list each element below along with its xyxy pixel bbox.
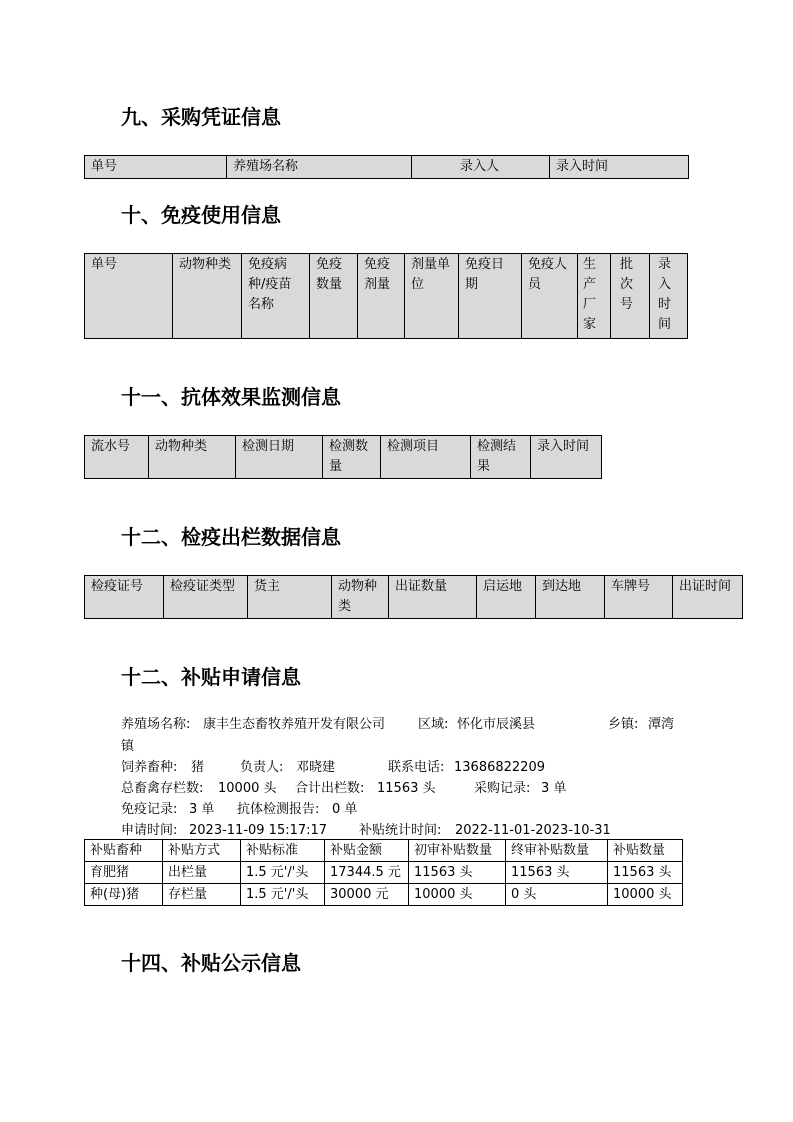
phone-label: 联系电话: — [388, 760, 445, 775]
header-cell: 出证数量 — [389, 576, 477, 619]
section-title-immunization: 十、免疫使用信息 — [121, 203, 281, 227]
header-cell: 补贴数量 — [608, 840, 683, 862]
header-cell: 检测日期 — [236, 436, 323, 479]
table-header-row — [85, 254, 688, 339]
table-cell: 1.5 元'/'头 — [241, 884, 325, 906]
stat-time-value: 2022-11-01-2023-10-31 — [455, 823, 611, 838]
header-cell: 补贴金额 — [325, 840, 409, 862]
apply-time-value: 2023-11-09 15:17:17 — [189, 823, 328, 838]
table-cell: 17344.5 元 — [325, 862, 409, 884]
header-cell: 补贴畜种 — [85, 840, 163, 862]
header-cell: 录入人 — [412, 156, 550, 179]
header-cell: 动物种类 — [149, 436, 236, 479]
header-cell: 检测项目 — [381, 436, 471, 479]
section-title-subsidy-application: 十二、补贴申请信息 — [121, 665, 301, 689]
header-cell: 录入时间 — [550, 156, 689, 179]
stock-value: 10000 头 — [218, 781, 277, 796]
out-label: 合计出栏数: — [295, 781, 365, 796]
table-header-row — [85, 156, 689, 179]
table-row — [85, 862, 683, 884]
apply-time-label: 申请时间: — [121, 823, 178, 838]
stat-time-label: 补贴统计时间: — [359, 823, 442, 838]
section-title-antibody: 十一、抗体效果监测信息 — [121, 385, 341, 409]
table-cell: 1.5 元'/'头 — [241, 862, 325, 884]
town-value: 潭湾 — [648, 717, 675, 732]
table-cell: 10000 头 — [409, 884, 506, 906]
section-title-subsidy-publicity: 十四、补贴公示信息 — [121, 951, 301, 975]
table-cell: 0 头 — [506, 884, 608, 906]
header-cell: 出证时间 — [673, 576, 743, 619]
header-cell: 动物种类 — [332, 576, 389, 619]
antibody-table — [84, 435, 602, 479]
header-cell: 补贴标准 — [241, 840, 325, 862]
table-header-row — [85, 436, 602, 479]
purchase-label: 采购记录: — [474, 781, 531, 796]
header-cell: 免疫数量 — [310, 254, 358, 339]
table-cell: 10000 头 — [608, 884, 683, 906]
header-cell: 免疫剂量 — [358, 254, 405, 339]
header-cell: 货主 — [248, 576, 332, 619]
header-cell: 剂量单位 — [405, 254, 459, 339]
header-cell: 终审补贴数量 — [506, 840, 608, 862]
table-cell: 种(母)猪 — [85, 884, 163, 906]
header-cell: 启运地 — [477, 576, 536, 619]
quarantine-table — [84, 575, 743, 619]
table-header-row — [85, 840, 683, 862]
phone-value: 13686822209 — [454, 760, 545, 775]
town-label: 乡镇: — [608, 717, 639, 732]
table-cell: 30000 元 — [325, 884, 409, 906]
header-cell: 初审补贴数量 — [409, 840, 506, 862]
header-cell: 免疫病种/疫苗名称 — [242, 254, 310, 339]
table-cell: 存栏量 — [163, 884, 241, 906]
table-cell: 11563 头 — [506, 862, 608, 884]
header-cell: 检测结果 — [471, 436, 531, 479]
antibody-value: 0 单 — [332, 802, 358, 817]
header-cell: 批次号 — [611, 254, 650, 339]
species-value: 猪 — [191, 760, 205, 775]
immune-label: 免疫记录: — [121, 802, 178, 817]
farm-value: 康丰生态畜牧养殖开发有限公司 — [203, 717, 386, 732]
purchase-table — [84, 155, 689, 179]
header-cell: 检测数量 — [323, 436, 381, 479]
header-cell: 生产厂家 — [578, 254, 611, 339]
header-cell: 养殖场名称 — [227, 156, 412, 179]
header-cell: 车牌号 — [605, 576, 673, 619]
header-cell: 检疫证号 — [85, 576, 164, 619]
section-title-purchase: 九、采购凭证信息 — [121, 105, 281, 129]
table-cell: 11563 头 — [608, 862, 683, 884]
subsidy-table — [84, 839, 683, 906]
header-cell: 单号 — [85, 254, 173, 339]
section-title-quarantine: 十二、检疫出栏数据信息 — [121, 525, 341, 549]
town-value-cont: 镇 — [121, 739, 135, 754]
header-cell: 动物种类 — [173, 254, 242, 339]
header-cell: 免疫人员 — [522, 254, 578, 339]
region-value: 怀化市辰溪县 — [457, 717, 536, 732]
header-cell: 流水号 — [85, 436, 149, 479]
table-row — [85, 884, 683, 906]
immunization-table — [84, 253, 688, 339]
table-cell: 育肥猪 — [85, 862, 163, 884]
header-cell: 到达地 — [536, 576, 605, 619]
table-cell: 11563 头 — [409, 862, 506, 884]
owner-label: 负责人: — [240, 760, 284, 775]
header-cell: 单号 — [85, 156, 227, 179]
header-cell: 补贴方式 — [163, 840, 241, 862]
header-cell: 免疫日期 — [459, 254, 522, 339]
species-label: 饲养畜种: — [121, 760, 178, 775]
out-value: 11563 头 — [377, 781, 436, 796]
table-header-row — [85, 576, 743, 619]
region-label: 区域: — [418, 717, 449, 732]
header-cell: 录入时间 — [531, 436, 602, 479]
header-cell: 录入时间 — [650, 254, 688, 339]
antibody-label: 抗体检测报告: — [237, 802, 320, 817]
owner-value: 邓晓建 — [296, 760, 336, 775]
farm-label: 养殖场名称: — [121, 717, 191, 732]
immune-value: 3 单 — [189, 802, 215, 817]
stock-label: 总畜禽存栏数: — [121, 781, 204, 796]
purchase-value: 3 单 — [541, 781, 567, 796]
header-cell: 检疫证类型 — [164, 576, 248, 619]
table-cell: 出栏量 — [163, 862, 241, 884]
